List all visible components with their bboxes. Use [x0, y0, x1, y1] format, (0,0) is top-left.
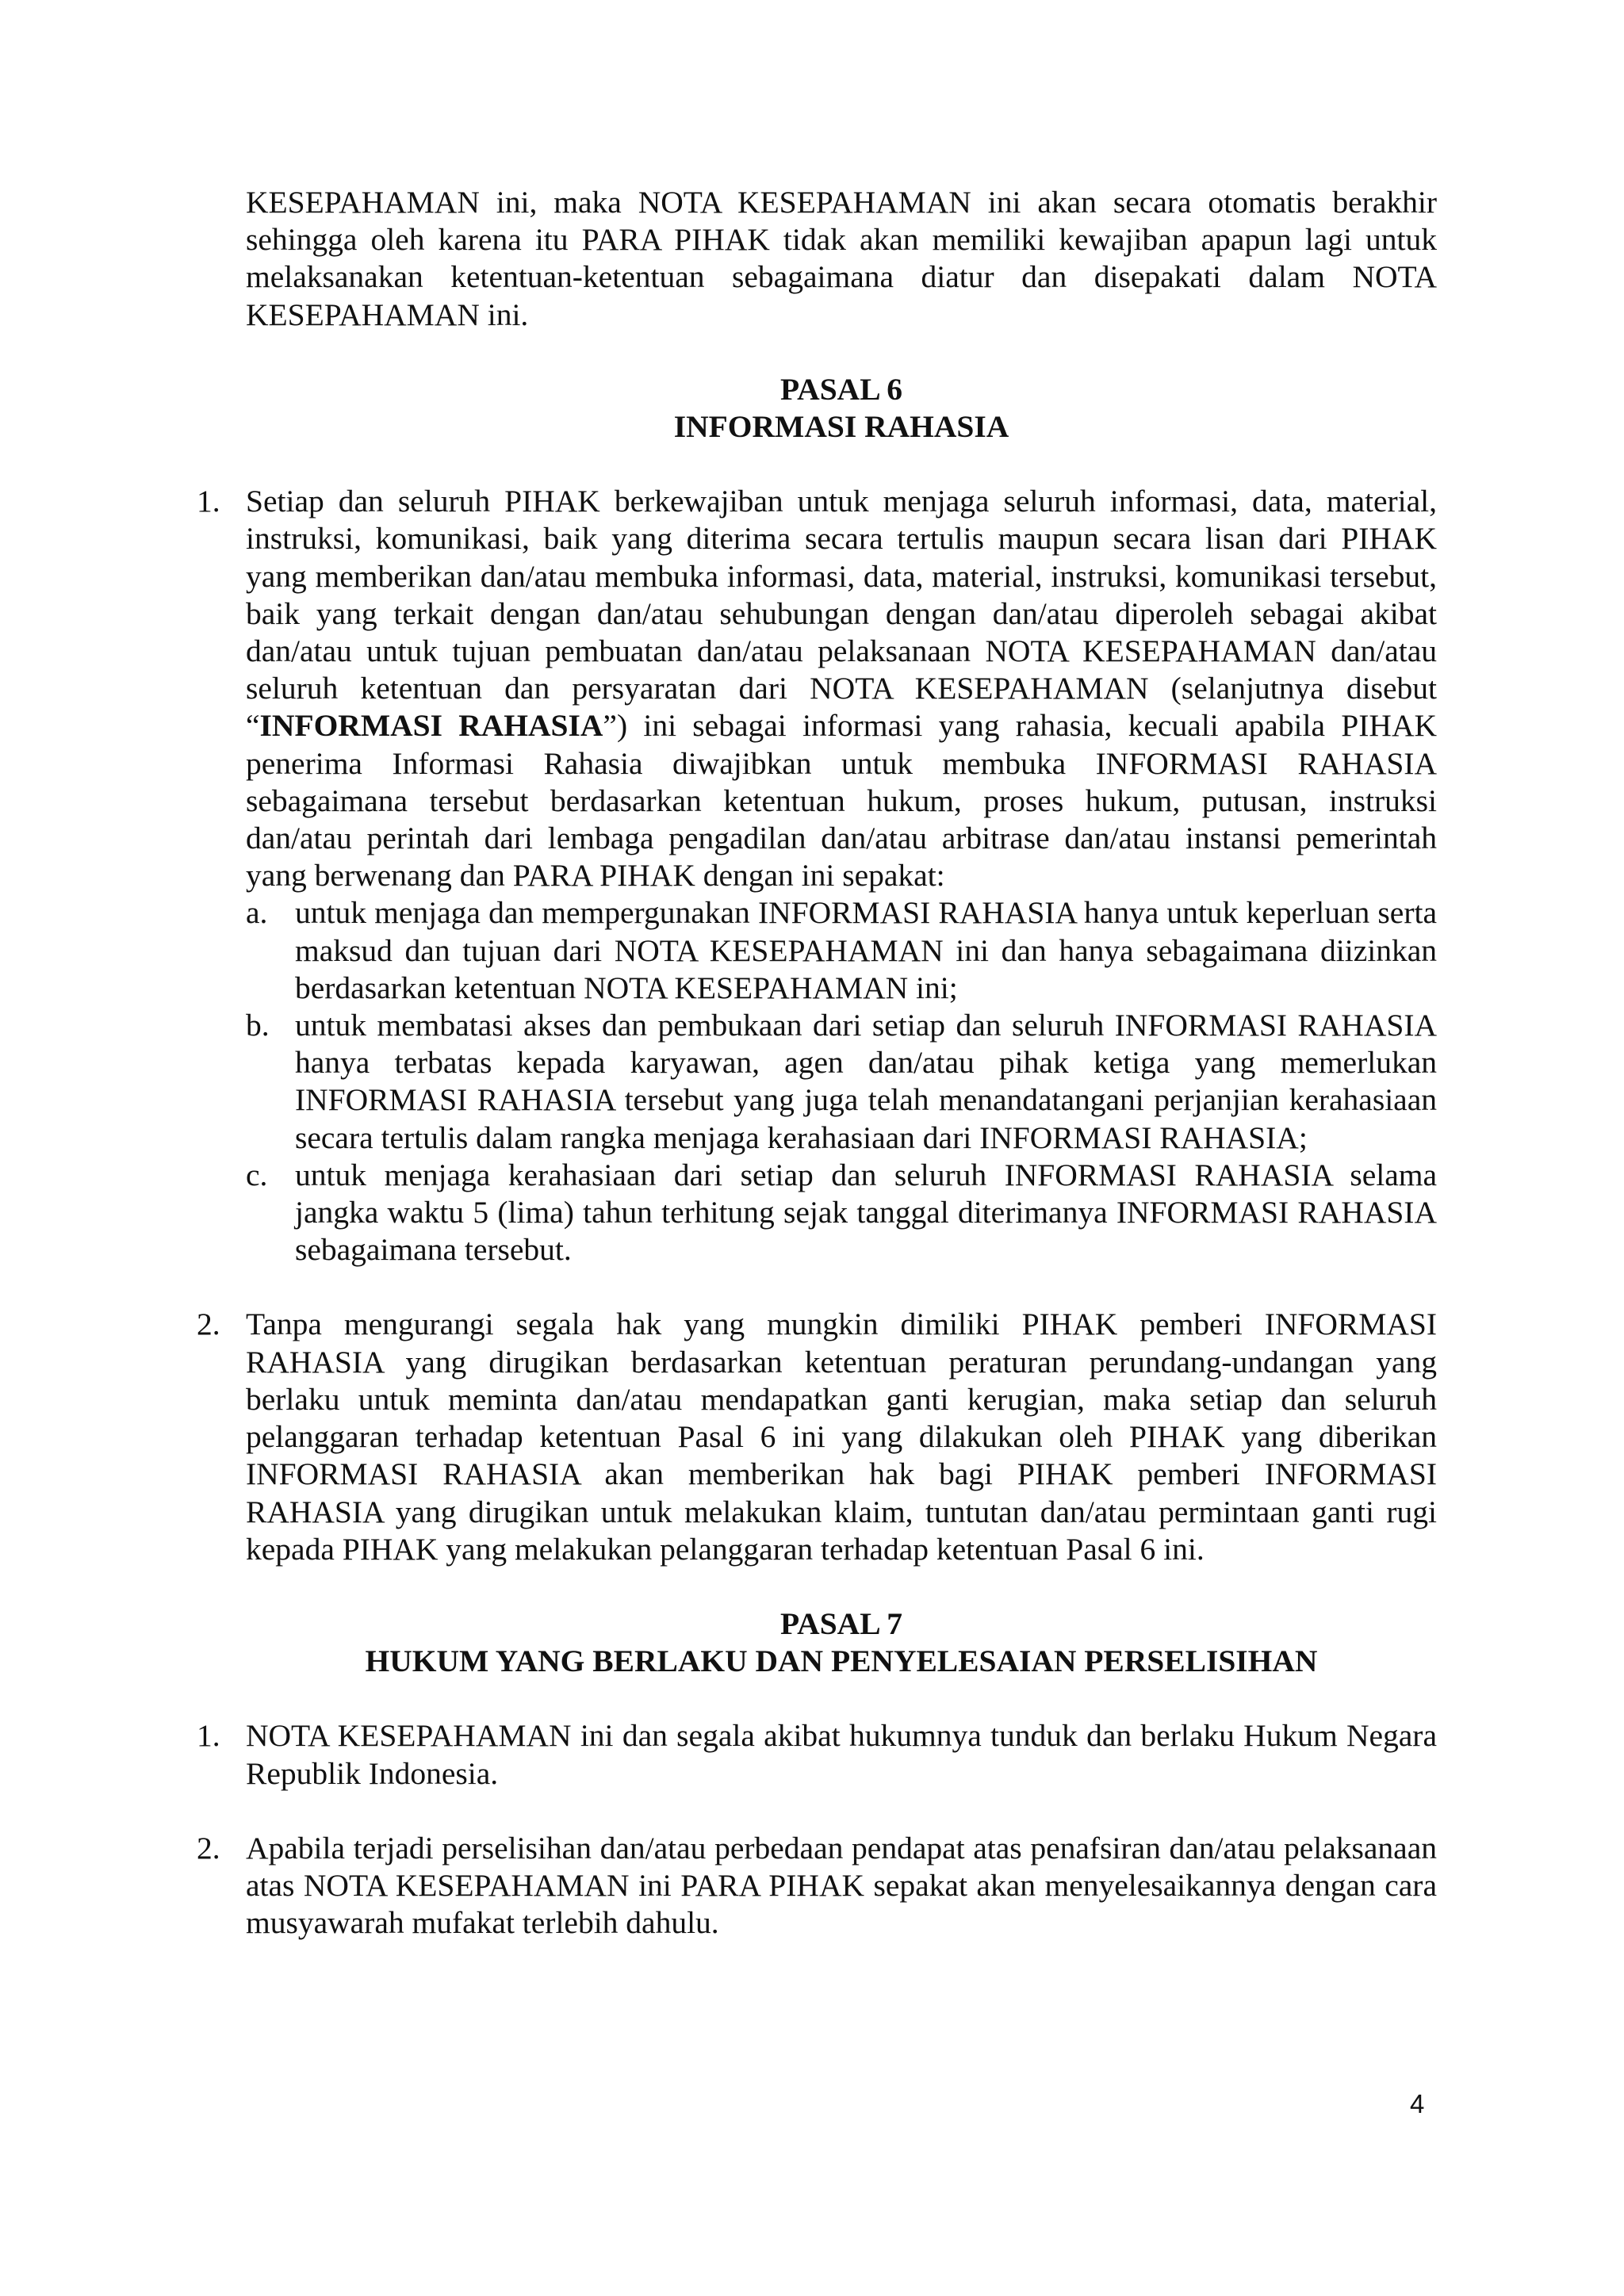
- document-body: [197, 184, 1437, 1942]
- pasal-7-item-2-text: Apabila terjadi perselisihan dan/atau perbedaan pendapat atas penafsiran dan/atau pelaksanaan atas NOTA KESEPAHAMAN ini PARA PIHAK sepakat akan menyelesaikannya dengan cara musyawarah mufakat terlebih dahulu.: [246, 1830, 1437, 1941]
- pasal-7-heading: [246, 1605, 1437, 1680]
- item-number: 2.: [197, 1830, 220, 1866]
- pasal-6-subitem-b: [246, 1007, 1437, 1157]
- pasal-7-item-2: [197, 1830, 1437, 1942]
- pasal-6-number: PASAL 6: [779, 371, 902, 407]
- subitem-letter: c.: [246, 1157, 268, 1192]
- page-number: 4: [1410, 2089, 1425, 2118]
- pasal-7-item-1: [197, 1717, 1437, 1792]
- item-number: 1.: [197, 1718, 220, 1754]
- pasal-6-item-2-text: Tanpa mengurangi segala hak yang mungkin dimiliki PIHAK pemberi INFORMASI RAHASIA yang dirugikan berdasarkan ketentuan peraturan perundang-undangan yang berlaku untuk meminta dan/atau mendapatkan ganti kerugian, maka setiap dan seluruh pelanggaran terhadap ketentuan Pasal 6 ini yang dilakukan oleh PIHAK yang diberikan INFORMASI RAHASIA akan memberikan hak bagi PIHAK pemberi INFORMASI RAHASIA yang dirugikan untuk melakukan klaim, tuntutan dan/atau permintaan ganti rugi kepada PIHAK yang melakukan pelanggaran terhadap ketentuan Pasal 6 ini.: [246, 1307, 1437, 1567]
- subitem-text: untuk menjaga kerahasiaan dari setiap dan seluruh INFORMASI RAHASIA selama jangka waktu 5 (lima) tahun terhitung sejak tanggal diterimanya INFORMASI RAHASIA sebagaimana tersebut.: [295, 1157, 1437, 1268]
- pasal-6-item-1: [197, 483, 1437, 1269]
- item-number: 1.: [197, 484, 220, 519]
- pasal-7-number: PASAL 7: [779, 1605, 902, 1641]
- item-text-before: Setiap dan seluruh PIHAK berkewajiban untuk menjaga seluruh informasi, data, material, instruksi, komunikasi, baik yang diterima secara tertulis maupun secara lisan dari PIHAK yang memberikan dan/atau membuka informasi, data, material, instruksi, komunikasi tersebut, baik yang terkait dengan dan/atau sehubungan dengan dan/atau diperoleh sebagai akibat dan/atau untuk tujuan pembuatan dan/atau pelaksanaan NOTA KESEPAHAMAN dan/atau seluruh ketentuan dan persyaratan dari NOTA KESEPAHAMAN (selanjutnya disebut “: [246, 484, 1437, 744]
- defined-term-bold: INFORMASI RAHASIA: [259, 708, 603, 744]
- intro-paragraph: KESEPAHAMAN ini, maka NOTA KESEPAHAMAN ini akan secara otomatis berakhir sehingga oleh karena itu PARA PIHAK tidak akan memiliki kewajiban apapun lagi untuk melaksanakan ketentuan-ketentuan sebagaimana diatur dan disepakati dalam NOTA KESEPAHAMAN ini.: [246, 185, 1437, 332]
- pasal-7-item-1-text: NOTA KESEPAHAMAN ini dan segala akibat hukumnya tunduk dan berlaku Hukum Negara Republik Indonesia.: [246, 1718, 1437, 1791]
- pasal-6-item-2: [197, 1306, 1437, 1567]
- pasal-6-subitem-a: [246, 894, 1437, 1007]
- subitem-letter: b.: [246, 1008, 270, 1043]
- pasal-7-title: HUKUM YANG BERLAKU DAN PENYELESAIAN PERSELISIHAN: [365, 1644, 1318, 1679]
- subitem-letter: a.: [246, 895, 268, 931]
- item-text-after: ”) ini sebagai informasi yang rahasia, kecuali apabila PIHAK penerima Informasi Rahasia diwajibkan untuk membuka INFORMASI RAHASIA sebagaimana tersebut berdasarkan ketentuan hukum, proses hukum, putusan, instruksi dan/atau perintah dari lembaga pengadilan dan/atau arbitrase dan/atau instansi pemerintah yang berwenang dan PARA PIHAK dengan ini sepakat:: [246, 708, 1437, 894]
- subitem-text: untuk menjaga dan mempergunakan INFORMASI RAHASIA hanya untuk keperluan serta maksud dan tujuan dari NOTA KESEPAHAMAN ini dan hanya sebagaimana diizinkan berdasarkan ketentuan NOTA KESEPAHAMAN ini;: [295, 895, 1437, 1005]
- pasal-6-heading: [246, 371, 1437, 446]
- pasal-6-item-1-text: [246, 483, 1437, 894]
- subitem-text: untuk membatasi akses dan pembukaan dari setiap dan seluruh INFORMASI RAHASIA hanya terbatas kepada karyawan, agen dan/atau pihak ketiga yang memerlukan INFORMASI RAHASIA tersebut yang juga telah menandatangani perjanjian kerahasiaan secara tertulis dalam rangka menjaga kerahasiaan dari INFORMASI RAHASIA;: [295, 1008, 1437, 1155]
- pasal-6-title: INFORMASI RAHASIA: [673, 409, 1009, 445]
- item-number: 2.: [197, 1307, 220, 1342]
- pasal-6-subitem-c: [246, 1157, 1437, 1269]
